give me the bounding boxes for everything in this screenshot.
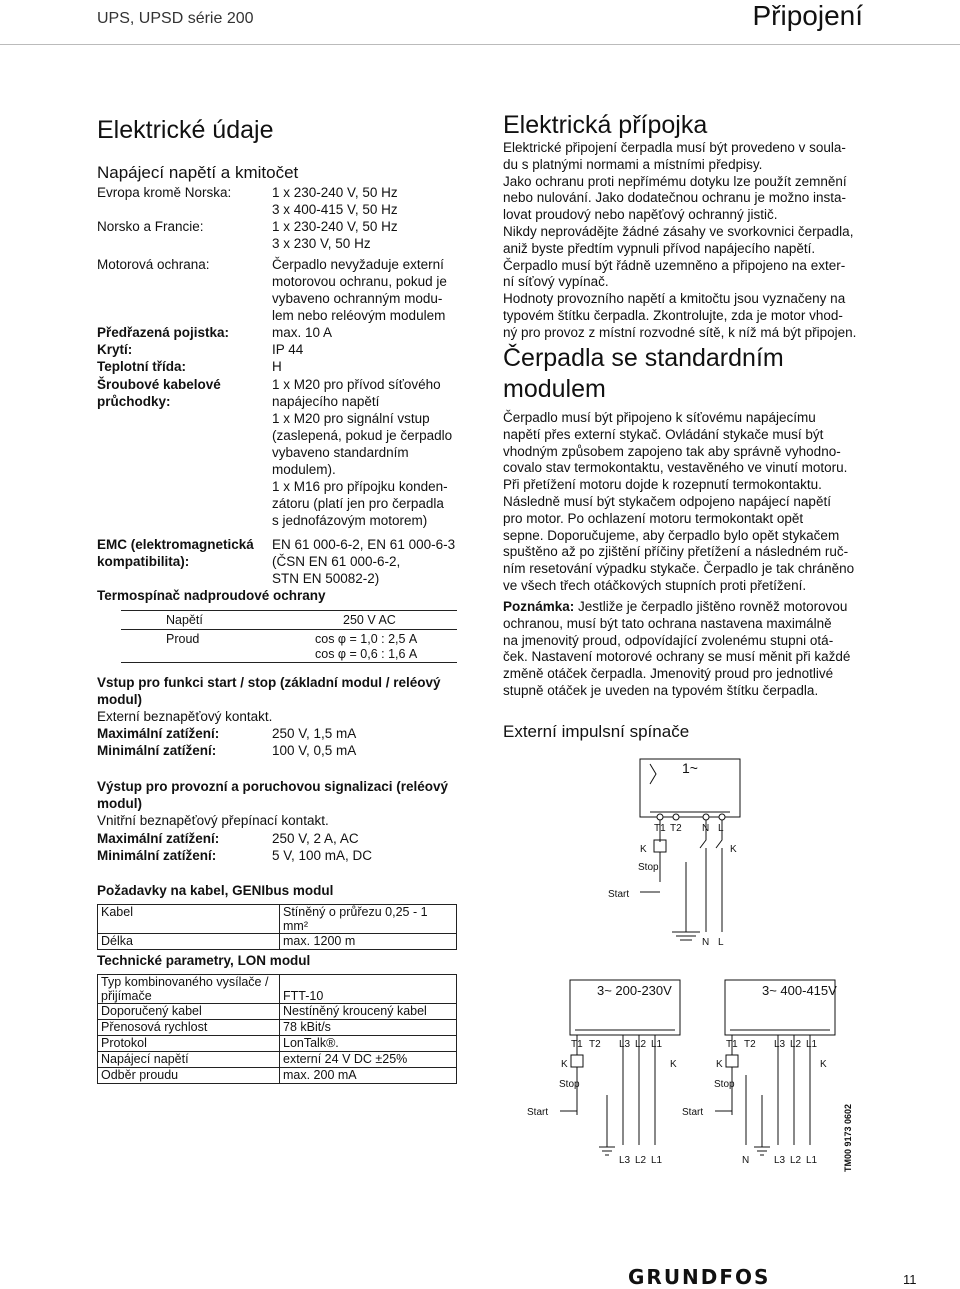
- spec-value: IP 44: [272, 342, 304, 357]
- input-title-line-2: modul): [97, 692, 142, 707]
- paragraph-line: Hodnoty provozního napětí a kmitočtu jsou vyznačeny na: [503, 291, 846, 307]
- spec-value: napájecího napětí: [272, 394, 380, 409]
- d1-ground-icon: [672, 862, 700, 940]
- d2-stop-label: Stop: [559, 1079, 580, 1090]
- lon-table: [97, 974, 457, 1084]
- d1-l2-label: L: [718, 937, 724, 948]
- spec-label: Krytí:: [97, 342, 133, 357]
- d2-t2-label: T2: [589, 1039, 601, 1050]
- standard-module-paragraph: [503, 410, 865, 595]
- d2-bottom-l2: L2: [635, 1155, 647, 1166]
- paragraph-line: du s platnými normami a místními předpisy.: [503, 156, 763, 172]
- input-title-line-1: Vstup pro funkci start / stop (základní modul / reléový: [97, 675, 441, 690]
- paragraph-line: napětí přes externí stykač. Ovládání stykače musí být: [503, 426, 824, 442]
- diagram-3ph-400-415: [680, 975, 845, 1170]
- d3-k2-label: K: [820, 1059, 827, 1070]
- subtitle-supply-voltage: Napájecí napětí a kmitočet: [97, 163, 299, 182]
- spec-label: Evropa kromě Norska:: [97, 185, 232, 200]
- lon-cell: 78 kBit/s: [280, 1020, 457, 1036]
- input-start-stop-title: [97, 674, 459, 708]
- paragraph-line: stupně otáček je uveden na typovém štítku čerpadla.: [503, 682, 819, 698]
- d3-t2-label: T2: [744, 1039, 756, 1050]
- spec-label: EMC (elektromagnetická: [97, 537, 254, 552]
- output-description: Vnitřní beznapěťový přepínací kontakt.: [97, 813, 329, 828]
- header-section-title: Připojení: [752, 0, 863, 31]
- paragraph-line: Čerpadlo musí být připojeno k síťovému napájecímu: [503, 410, 816, 425]
- d3-bottom-l2: L2: [790, 1155, 802, 1166]
- d2-ground-icon: [599, 1095, 615, 1155]
- paragraph-line: covalo stav termokontaktu, vestavěného ve vinutí motoru.: [503, 460, 848, 476]
- d3-ground-icon: [754, 1095, 770, 1155]
- d1-terminal: [673, 814, 679, 820]
- external-switch-title: Externí impulsní spínače: [503, 722, 690, 741]
- spec-value: zátoru (platí jen pro čerpadla: [272, 496, 444, 511]
- output-title-line-1: Výstup pro provozní a poruchovou signalizaci (reléový: [97, 779, 449, 794]
- spec-label: Předřazená pojistka:: [97, 325, 230, 340]
- d3-start-label: Start: [682, 1107, 704, 1118]
- spec-value: (zaslepená, pokud je čerpadlo: [272, 428, 453, 443]
- spec-value: 1 x M20 pro přívod síťového: [272, 377, 441, 392]
- output-title-line-2: modul): [97, 796, 142, 811]
- cable-cell: max. 1200 m: [280, 934, 457, 950]
- d1-start-label: Start: [608, 889, 630, 900]
- d1-stop-label: Stop: [638, 862, 659, 873]
- table-row: [98, 1036, 457, 1052]
- d3-coil-icon: [726, 1055, 738, 1067]
- d2-l3-label: L3: [619, 1039, 631, 1050]
- paragraph-line: pro motor. Po ochlazení motoru termokontakt opět: [503, 510, 804, 526]
- spec-value: 1 x M16 pro přípojku konden-: [272, 479, 448, 494]
- d3-bottom-l3: L3: [774, 1155, 786, 1166]
- d2-phase-label: 3~ 200-230V: [597, 983, 672, 998]
- d2-l2-label: L2: [635, 1039, 647, 1050]
- d1-supply-wires: [706, 872, 722, 932]
- spec-value: modulem).: [272, 462, 336, 477]
- spec-value: Čerpadlo nevyžaduje externí: [272, 257, 444, 272]
- paragraph-line: na jmenovitý proud, odpovídající zvolenému stupni otá-: [503, 632, 834, 648]
- lon-cell: Typ kombinovaného vysílače / přijímače: [98, 975, 280, 1004]
- d2-start-label: Start: [527, 1107, 549, 1118]
- paragraph-line: ný pro provoz z místní rozvodné sítě, k níž má být připojen.: [503, 324, 857, 340]
- table-row: [98, 975, 457, 1004]
- d1-t1-label: T1: [654, 823, 666, 834]
- table-row: [98, 1020, 457, 1036]
- page-number: 11: [903, 1272, 917, 1287]
- thermo-current-value-2: cos φ = 0,6 : 1,6 A: [315, 647, 418, 661]
- paragraph-line: Jako ochranu proti nepřímému dotyku lze použít zemnění: [503, 173, 847, 189]
- d2-bottom-l1: L1: [651, 1155, 663, 1166]
- paragraph-line: ní síťový vypínač.: [503, 274, 609, 290]
- lon-cell: Odběr proudu: [98, 1068, 280, 1084]
- spec-value: max. 10 A: [272, 325, 333, 340]
- spec-label: Šroubové kabelové: [97, 377, 221, 392]
- paragraph-line: nebo nulování. Jako dodatečnou ochranu je možno insta-: [503, 190, 846, 206]
- spec-label-2: kompatibilita):: [97, 554, 190, 569]
- spec-value: lem nebo reléovým modulem: [272, 308, 446, 323]
- d3-phase-label: 3~ 400-415V: [762, 983, 837, 998]
- d3-l2-label: L2: [790, 1039, 802, 1050]
- paragraph-line: ochranou, musí být tato ochrana nastavena maximálně: [503, 615, 832, 631]
- paragraph-line: spuštěno až po zjištění příčiny přetížení a následném ruč-: [503, 544, 849, 560]
- grundfos-logo: GRUNDFOS: [628, 1265, 771, 1289]
- spec-value: 1 x 230-240 V, 50 Hz: [272, 219, 398, 234]
- header-series: UPS, UPSD série 200: [97, 10, 254, 27]
- spec-value: 1 x 230-240 V, 50 Hz: [272, 185, 398, 200]
- d3-k-label: K: [716, 1059, 723, 1070]
- d2-l1-label: L1: [651, 1039, 663, 1050]
- paragraph-line: Nikdy neprovádějte žádné zásahy ve svorkovnici čerpadla,: [503, 223, 854, 239]
- d1-terminal: [657, 814, 663, 820]
- lon-cell: externí 24 V DC ±25%: [280, 1052, 457, 1068]
- d3-l1-label: L1: [806, 1039, 818, 1050]
- paragraph-line: Čerpadlo musí být řádně uzemněno a připojeno na exter-: [503, 257, 846, 273]
- note-label: Poznámka:: [503, 599, 575, 614]
- spec-value: STN EN 50082-2): [272, 571, 380, 586]
- spec-value: vybaveno ochranným modu-: [272, 291, 443, 306]
- note-paragraph: [503, 599, 865, 700]
- section-title-standard-module: [503, 343, 865, 405]
- connection-paragraph: [503, 140, 865, 342]
- section-title-electrical-connection: Elektrická přípojka: [503, 111, 708, 139]
- d3-l3-label: L3: [774, 1039, 786, 1050]
- spec-value: s jednofázovým motorem): [272, 513, 428, 528]
- table-row: [98, 1052, 457, 1068]
- paragraph-line: Následně musí být stykačem odpojeno napájecí napětí: [503, 493, 831, 509]
- header-divider: [0, 44, 960, 45]
- paragraph-line: aniž byste předtím vypnuli přívod napájecího napětí.: [503, 240, 816, 256]
- lon-cell: Doporučený kabel: [98, 1004, 280, 1020]
- lon-cell: LonTalk®.: [280, 1036, 457, 1052]
- d3-bottom-l1: L1: [806, 1155, 818, 1166]
- paragraph-line: změně otáček čerpadla. Jmenovitý proud pro jednotlivé: [503, 666, 834, 682]
- paragraph-line: ček. Nastavení motorové ochrany se musí měnit při každé: [503, 649, 851, 665]
- note-text: Jestliže je čerpadlo jištěno rovněž motorovou: [574, 599, 848, 614]
- spec-value: 3 x 230 V, 50 Hz: [272, 236, 371, 251]
- spec-label: Norsko a Francie:: [97, 219, 204, 234]
- paragraph-line: typovém štítku čerpadla. Zkontrolujte, zda je motor vhod-: [503, 307, 843, 323]
- thermo-current-value-1: cos φ = 1,0 : 2,5 A: [315, 632, 418, 646]
- drawing-reference: TM00 9173 0602: [843, 1103, 853, 1172]
- lon-cell: Přenosová rychlost: [98, 1020, 280, 1036]
- cable-cell: Délka: [98, 934, 280, 950]
- paragraph-line: Při přetížení motoru dojde k rozepnutí termokontaktu.: [503, 477, 822, 493]
- cable-cell: Kabel: [98, 905, 280, 934]
- standard-module-title-2: modulem: [503, 375, 606, 403]
- paragraph-line: sepne. Doporučujeme, aby čerpadlo bylo opět stykačem: [503, 527, 840, 543]
- lon-cell: Napájecí napětí: [98, 1052, 280, 1068]
- paragraph-line: Elektrické připojení čerpadla musí být provedeno v soula-: [503, 140, 846, 155]
- thermo-title: Termospínač nadproudové ochrany: [97, 588, 326, 603]
- lon-cell: Protokol: [98, 1036, 280, 1052]
- output-min-value: 5 V, 100 mA, DC: [272, 848, 373, 863]
- paragraph-line: [503, 599, 865, 616]
- d1-t2-label: T2: [670, 823, 682, 834]
- d1-phase-label: 1~: [682, 760, 698, 776]
- d2-t1-label: T1: [571, 1039, 583, 1050]
- d1-l-label: L: [718, 823, 724, 834]
- spec-value: 1 x M20 pro signální vstup: [272, 411, 430, 426]
- section-title-electrical-data: Elektrické údaje: [97, 116, 274, 144]
- output-max-label: Maximální zatížení:: [97, 831, 220, 846]
- spec-label: Motorová ochrana:: [97, 257, 210, 272]
- d2-coil-icon: [571, 1055, 583, 1067]
- table-row: [98, 1068, 457, 1084]
- paragraph-line: vhodným způsobem zapojeno tak aby správně vyhodno-: [503, 443, 841, 459]
- d1-n-label: N: [702, 823, 710, 834]
- thermo-box: [121, 610, 457, 663]
- paragraph-line: ním resetování výpadku stykače. Čerpadlo je tak chráněno: [503, 561, 855, 577]
- output-min-label: Minimální zatížení:: [97, 848, 217, 863]
- input-description: Externí beznapěťový kontakt.: [97, 709, 273, 724]
- d1-k-label: K: [640, 844, 647, 855]
- table-row: [98, 1004, 457, 1020]
- table-row: [98, 905, 457, 934]
- spec-value: vybaveno standardním: [272, 445, 409, 460]
- d1-terminal: [703, 814, 709, 820]
- output-signal-title: [97, 778, 459, 812]
- cable-cell: Stíněný o průřezu 0,25 - 1 mm²: [280, 905, 457, 934]
- d2-k2-label: K: [670, 1059, 677, 1070]
- table-row: [98, 934, 457, 950]
- d3-stop-label: Stop: [714, 1079, 735, 1090]
- spec-value: H: [272, 359, 282, 374]
- input-min-label: Minimální zatížení:: [97, 743, 217, 758]
- lon-cell: Nestíněný kroucený kabel: [280, 1004, 457, 1020]
- spec-value: motorovou ochranu, pokud je: [272, 274, 447, 289]
- cable-table: [97, 904, 457, 950]
- input-min-value: 100 V, 0,5 mA: [272, 743, 357, 758]
- d1-n2-label: N: [702, 937, 710, 948]
- spec-label-2: průchodky:: [97, 394, 171, 409]
- d1-thermo-switch-icon: [650, 764, 656, 784]
- diagram-single-phase: [590, 752, 760, 952]
- d2-bottom-l3: L3: [619, 1155, 631, 1166]
- output-max-value: 250 V, 2 A, AC: [272, 831, 359, 846]
- d3-t1-label: T1: [726, 1039, 738, 1050]
- spec-value: EN 61 000-6-2, EN 61 000-6-3: [272, 537, 456, 552]
- lon-cell: FTT-10: [280, 975, 457, 1004]
- thermo-voltage-label: Napětí: [166, 613, 203, 627]
- input-max-value: 250 V, 1,5 mA: [272, 726, 357, 741]
- lon-params-title: Technické parametry, LON modul: [97, 953, 311, 968]
- d1-k2-label: K: [730, 844, 737, 855]
- cable-requirements-title: Požadavky na kabel, GENIbus modul: [97, 883, 334, 898]
- d3-bottom-n: N: [742, 1155, 750, 1166]
- thermo-current-label: Proud: [166, 632, 200, 646]
- spec-value: (ČSN EN 61 000-6-2,: [272, 554, 401, 569]
- diagram-3ph-200-230: [525, 975, 685, 1170]
- d2-k-label: K: [561, 1059, 568, 1070]
- thermo-voltage-value: 250 V AC: [343, 613, 396, 627]
- paragraph-line: ve všech třech otáčkových stupních proti přetížení.: [503, 577, 807, 593]
- lon-cell: max. 200 mA: [280, 1068, 457, 1084]
- spec-value: 3 x 400-415 V, 50 Hz: [272, 202, 398, 217]
- paragraph-line: lovat proudový nebo napěťový ochranný jistič.: [503, 207, 778, 223]
- spec-label: Teplotní třída:: [97, 359, 186, 374]
- d1-terminal: [719, 814, 725, 820]
- input-max-label: Maximální zatížení:: [97, 726, 220, 741]
- standard-module-title-1: Čerpadla se standardním: [503, 344, 784, 372]
